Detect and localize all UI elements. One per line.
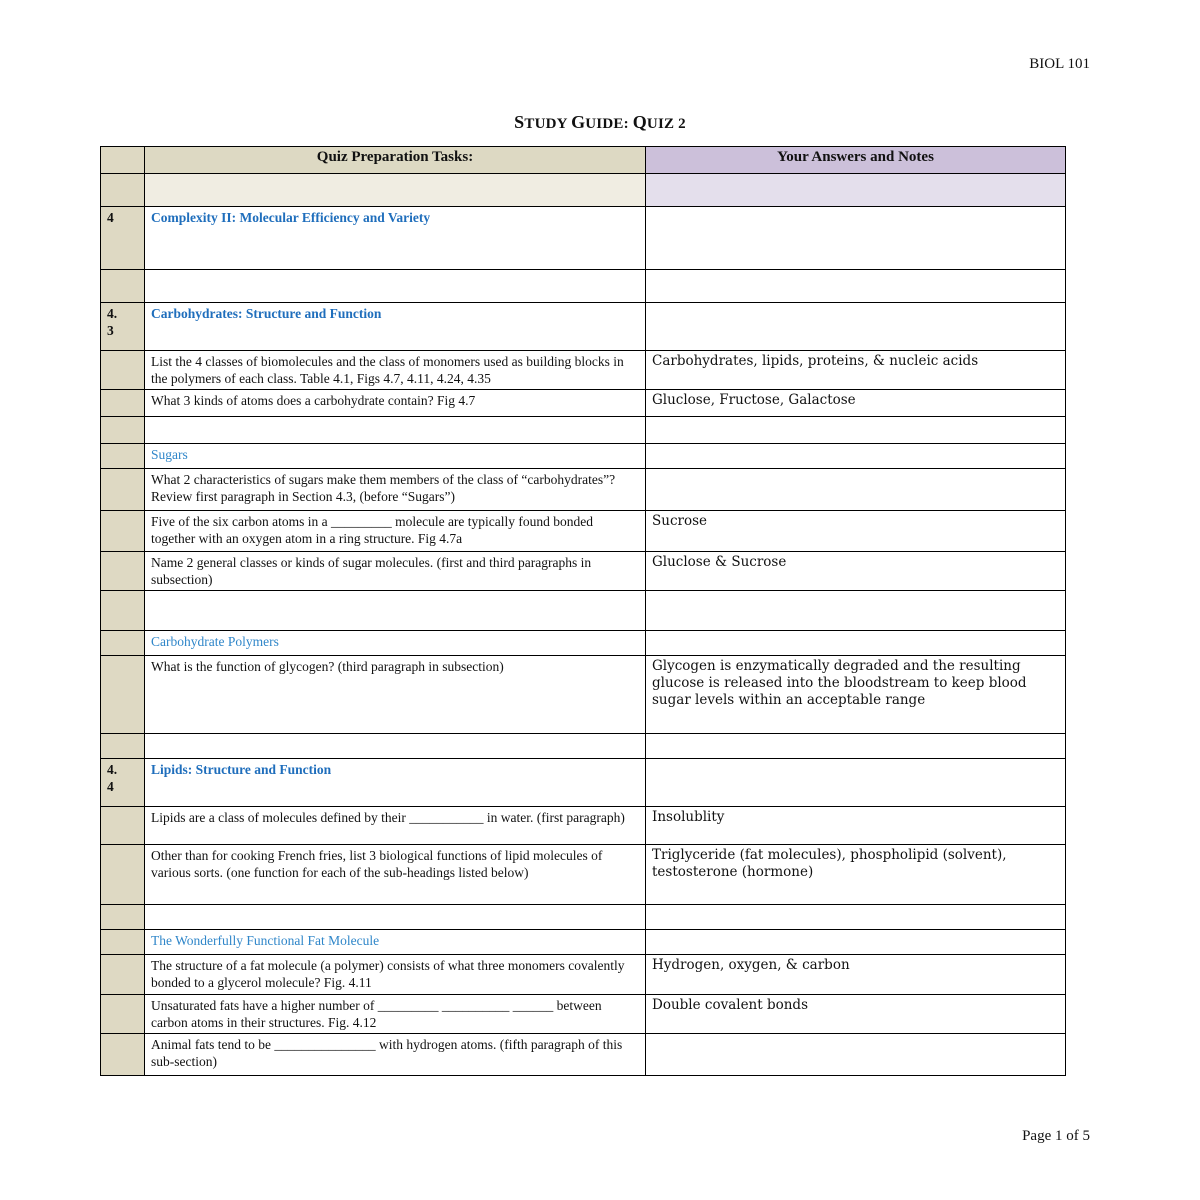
answer-cell[interactable] bbox=[646, 591, 1066, 631]
num-cell bbox=[101, 807, 145, 845]
answer-text[interactable]: Gluclose & Sucrose bbox=[646, 552, 1066, 591]
task-text: Five of the six carbon atoms in a _________ molecule are typically found bonded together with an oxygen atom in a ring structure. Fig 4.7a bbox=[145, 511, 646, 552]
answer-cell[interactable] bbox=[646, 270, 1066, 303]
answer-text[interactable]: Insolublity bbox=[646, 807, 1066, 845]
task-cell bbox=[145, 734, 646, 759]
num-cell bbox=[101, 417, 145, 444]
answer-text[interactable] bbox=[646, 1034, 1066, 1076]
answer-text[interactable]: Triglyceride (fat molecules), phospholipid (solvent), testosterone (hormone) bbox=[646, 845, 1066, 905]
num-cell bbox=[101, 845, 145, 905]
title-tudy: TUDY bbox=[524, 116, 572, 132]
answer-text[interactable] bbox=[646, 469, 1066, 511]
spacer-row bbox=[101, 417, 1066, 444]
table-header-row bbox=[101, 147, 1066, 174]
task-text: Unsaturated fats have a higher number of _________ __________ ______ between carbon atoms in their structures. Fig. 4.12 bbox=[145, 995, 646, 1034]
task-text: What 2 characteristics of sugars make them members of the class of “carbohydrates”? Review first paragraph in Section 4.3, (before “Sugars”) bbox=[145, 469, 646, 511]
num-cell bbox=[101, 351, 145, 390]
num-cell bbox=[101, 552, 145, 591]
num-cell bbox=[101, 390, 145, 417]
num-cell bbox=[101, 591, 145, 631]
task-row bbox=[101, 845, 1066, 905]
answer-cell[interactable] bbox=[646, 303, 1066, 351]
task-text: List the 4 classes of biomolecules and the class of monomers used as building blocks in the polymers of each class. Table 4.1, Figs 4.7, 4.11, 4.24, 4.35 bbox=[145, 351, 646, 390]
num-cell bbox=[101, 444, 145, 469]
subsection-row bbox=[101, 631, 1066, 656]
num-cell bbox=[101, 905, 145, 930]
answer-text[interactable]: Carbohydrates, lipids, proteins, & nucleic acids bbox=[646, 351, 1066, 390]
subsection-row bbox=[101, 444, 1066, 469]
title-g: G bbox=[571, 112, 586, 132]
task-cell bbox=[145, 591, 646, 631]
task-text: Other than for cooking French fries, list 3 biological functions of lipid molecules of various sorts. (one function for each of the sub-headings listed below) bbox=[145, 845, 646, 905]
answer-cell[interactable] bbox=[646, 417, 1066, 444]
num-cell bbox=[101, 995, 145, 1034]
task-text: Animal fats tend to be _______________ with hydrogen atoms. (fifth paragraph of this sub-section) bbox=[145, 1034, 646, 1076]
study-guide-table bbox=[100, 146, 1066, 1076]
answer-cell[interactable] bbox=[646, 734, 1066, 759]
task-row bbox=[101, 807, 1066, 845]
num-cell bbox=[101, 631, 145, 656]
title-uiz: UIZ 2 bbox=[646, 116, 686, 132]
subsection-title: The Wonderfully Functional Fat Molecule bbox=[145, 930, 646, 955]
num-cell bbox=[101, 174, 145, 207]
task-text: The structure of a fat molecule (a polymer) consists of what three monomers covalently bonded to a glycerol molecule? Fig. 4.11 bbox=[145, 955, 646, 995]
section-number: 4. 4 bbox=[101, 759, 145, 807]
course-code: BIOL 101 bbox=[1029, 56, 1090, 72]
section-title: Lipids: Structure and Function bbox=[145, 759, 646, 807]
task-text: What is the function of glycogen? (third paragraph in subsection) bbox=[145, 656, 646, 734]
num-cell bbox=[101, 955, 145, 995]
task-text: Name 2 general classes or kinds of sugar molecules. (first and third paragraphs in subsection) bbox=[145, 552, 646, 591]
task-cell bbox=[145, 174, 646, 207]
section-number: 4. 3 bbox=[101, 303, 145, 351]
task-row bbox=[101, 469, 1066, 511]
table-subheader-row bbox=[101, 174, 1066, 207]
answer-text[interactable]: Sucrose bbox=[646, 511, 1066, 552]
answer-cell[interactable] bbox=[646, 174, 1066, 207]
num-header-cell bbox=[101, 147, 145, 174]
spacer-row bbox=[101, 591, 1066, 631]
answer-text[interactable]: Hydrogen, oxygen, & carbon bbox=[646, 955, 1066, 995]
page-title bbox=[0, 112, 1200, 133]
task-cell bbox=[145, 417, 646, 444]
section-row bbox=[101, 759, 1066, 807]
answer-cell[interactable] bbox=[646, 207, 1066, 270]
title-q: Q bbox=[632, 112, 647, 132]
task-row bbox=[101, 351, 1066, 390]
task-cell bbox=[145, 270, 646, 303]
task-row bbox=[101, 955, 1066, 995]
answer-cell[interactable] bbox=[646, 631, 1066, 656]
num-cell bbox=[101, 511, 145, 552]
spacer-row bbox=[101, 905, 1066, 930]
subsection-title: Carbohydrate Polymers bbox=[145, 631, 646, 656]
answer-cell[interactable] bbox=[646, 759, 1066, 807]
num-cell bbox=[101, 930, 145, 955]
task-row bbox=[101, 995, 1066, 1034]
num-cell bbox=[101, 1034, 145, 1076]
num-cell bbox=[101, 270, 145, 303]
task-row bbox=[101, 552, 1066, 591]
title-uide: UIDE: bbox=[585, 116, 633, 132]
answer-cell[interactable] bbox=[646, 905, 1066, 930]
task-cell bbox=[145, 905, 646, 930]
task-text: What 3 kinds of atoms does a carbohydrate contain? Fig 4.7 bbox=[145, 390, 646, 417]
chapter-row bbox=[101, 207, 1066, 270]
num-cell bbox=[101, 469, 145, 511]
num-cell bbox=[101, 734, 145, 759]
subsection-row bbox=[101, 930, 1066, 955]
task-row bbox=[101, 390, 1066, 417]
task-text: Lipids are a class of molecules defined by their ___________ in water. (first paragraph) bbox=[145, 807, 646, 845]
chapter-number: 4 bbox=[101, 207, 145, 270]
subsection-title: Sugars bbox=[145, 444, 646, 469]
task-row bbox=[101, 656, 1066, 734]
answers-column-header: Your Answers and Notes bbox=[646, 147, 1066, 174]
answer-cell[interactable] bbox=[646, 444, 1066, 469]
page-number: Page 1 of 5 bbox=[1022, 1128, 1090, 1144]
answer-text[interactable]: Gluclose, Fructose, Galactose bbox=[646, 390, 1066, 417]
section-title: Carbohydrates: Structure and Function bbox=[145, 303, 646, 351]
answer-text[interactable]: Glycogen is enzymatically degraded and the resulting glucose is released into the bloodstream to keep blood sugar levels within an acceptable range bbox=[646, 656, 1066, 734]
spacer-row bbox=[101, 734, 1066, 759]
spacer-row bbox=[101, 270, 1066, 303]
title-s: S bbox=[514, 112, 525, 132]
chapter-title: Complexity II: Molecular Efficiency and Variety bbox=[145, 207, 646, 270]
task-row bbox=[101, 1034, 1066, 1076]
task-row bbox=[101, 511, 1066, 552]
num-cell bbox=[101, 656, 145, 734]
answer-text[interactable]: Double covalent bonds bbox=[646, 995, 1066, 1034]
section-row bbox=[101, 303, 1066, 351]
tasks-column-header: Quiz Preparation Tasks: bbox=[145, 147, 646, 174]
answer-cell[interactable] bbox=[646, 930, 1066, 955]
